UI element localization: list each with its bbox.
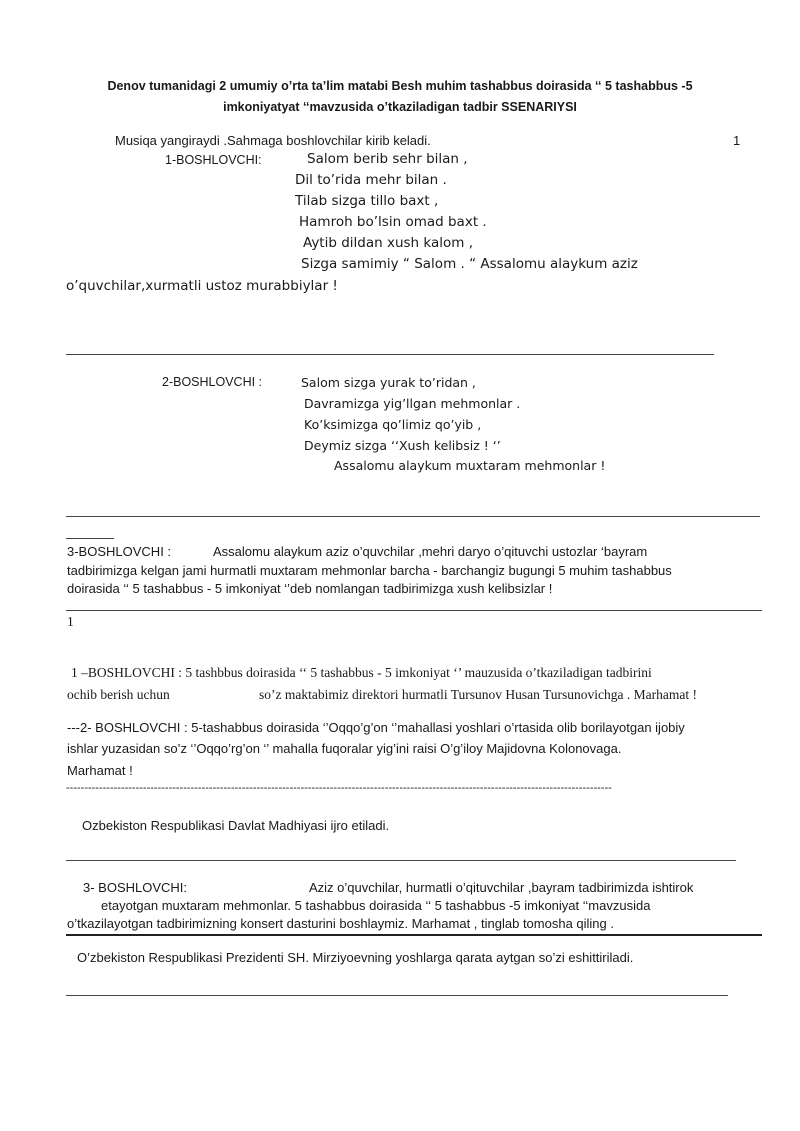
host3-label: 3-BOSHLOVCHI : <box>67 544 172 559</box>
divider <box>66 610 762 611</box>
host1-speech-line: 1 –BOSHLOVCHI : 5 tashbbus doirasida ‘‘ 5 tashabbus - 5 imkoniyat ‘’ mauzusida o’tkaziladigan tadbirini <box>71 665 652 680</box>
host1-poem-line: Sizga samimiy “ Salom . “ Assalomu alaykum aziz <box>301 256 638 272</box>
divider-short <box>66 538 114 539</box>
host1-poem-line: Tilab sizga tillo baxt , <box>295 193 439 209</box>
host2-speech-line: ishlar yuzasidan so’z ‘’Oqqo’rg’on ‘’ mahalla fuqoralar yig’ini raisi O’g’iloy Majidovna Kolonovaga. <box>67 741 622 756</box>
host2-poem-line: Assalomu alaykum muxtaram mehmonlar ! <box>334 458 606 473</box>
host1-poem-line: Salom berib sehr bilan , <box>307 151 468 167</box>
host1-speech-line: so’z maktabimiz direktori hurmatli Tursunov Husan Tursunovichga . Marhamat ! <box>259 687 697 702</box>
host1-speech-line: ochib berish uchun <box>67 687 170 702</box>
host2-speech-line: Marhamat ! <box>67 763 133 778</box>
host3-concert-label: 3- BOSHLOVCHI: <box>83 880 188 895</box>
host3-concert-line: Aziz o’quvchilar, hurmatli o’qituvchilar ,bayram tadbirimizda ishtirok <box>309 880 694 895</box>
host1-poem-line: Hamroh bo’lsin omad baxt . <box>299 214 487 230</box>
host3-welcome-line: doirasida ‘‘ 5 tashabbus - 5 imkoniyat ‘’deb nomlangan tadbirimizga xush kelibsizlar ! <box>67 581 553 596</box>
host2-poem-line: Salom sizga yurak to’ridan , <box>301 375 476 390</box>
host3-welcome-line: Assalomu alaykum aziz o’quvchilar ,mehri daryo o’qituvchi ustozlar ‘bayram <box>213 544 648 559</box>
host2-poem-line: Ko’ksimizga qo’limiz qo’yib , <box>304 417 482 432</box>
host1-label: 1-BOSHLOVCHI: <box>165 153 262 167</box>
divider <box>66 354 714 355</box>
document-title-line-2: imkoniyatyat ‘‘mavzusida o’tkaziladigan tadbir SSENARIYSI <box>223 100 577 114</box>
host3-concert-line: etayotgan muxtaram mehmonlar. 5 tashabbus doirasida ‘‘ 5 tashabbus -5 imkoniyat ‘‘mavzusida <box>101 898 651 913</box>
divider <box>66 995 728 996</box>
divider <box>66 860 736 861</box>
host2-poem-line: Deymiz sizga ‘‘Xush kelibsiz ! ‘’ <box>304 438 501 453</box>
intro-page-mark: 1 <box>733 133 741 148</box>
dashed-separator: ----------------------------------------------------------------------------------------------------------------------------------------------------- <box>66 782 612 794</box>
host1-poem-line: Aytib dildan xush kalom , <box>303 235 473 251</box>
host2-speech-line: ---2- BOSHLOVCHI : 5-tashabbus doirasida ‘’Oqqo’g’on ‘’mahallasi yoshlari o’rtasida olib borilayotgan ijobiy <box>67 720 685 735</box>
divider-thick <box>66 934 762 936</box>
host3-welcome-line: tadbirimizga kelgan jami hurmatli muxtaram mehmonlar barcha - barchangiz bugungi 5 muhim tashabbus <box>67 563 672 578</box>
page-number: 1 <box>67 614 74 629</box>
host2-label: 2-BOSHLOVCHI : <box>162 375 263 389</box>
document-title-line-1: Denov tumanidagi 2 umumiy o’rta ta’lim matabi Besh muhim tashabbus doirasida ‘‘ 5 tashabbus -5 <box>107 79 693 93</box>
host1-poem-line: Dil to’rida mehr bilan . <box>295 172 447 188</box>
intro-stage-direction: Musiqa yangiraydi .Sahmaga boshlovchilar kirib keladi. <box>115 133 431 148</box>
anthem-announcement: Ozbekiston Respublikasi Davlat Madhiyasi ijro etiladi. <box>82 818 390 833</box>
host1-greeting-continuation: o’quvchilar,xurmatli ustoz murabbiylar ! <box>66 278 338 294</box>
host3-concert-line: o’tkazilayotgan tadbirimizning konsert dasturini boshlaymiz. Marhamat , tinglab tomosha qiling . <box>67 916 614 931</box>
divider <box>66 516 760 517</box>
president-speech-announcement: O’zbekiston Respublikasi Prezidenti SH. Mirziyoevning yoshlarga qarata aytgan so’zi eshittiriladi. <box>77 950 634 965</box>
host2-poem-line: Davramizga yig’llgan mehmonlar . <box>304 396 521 411</box>
